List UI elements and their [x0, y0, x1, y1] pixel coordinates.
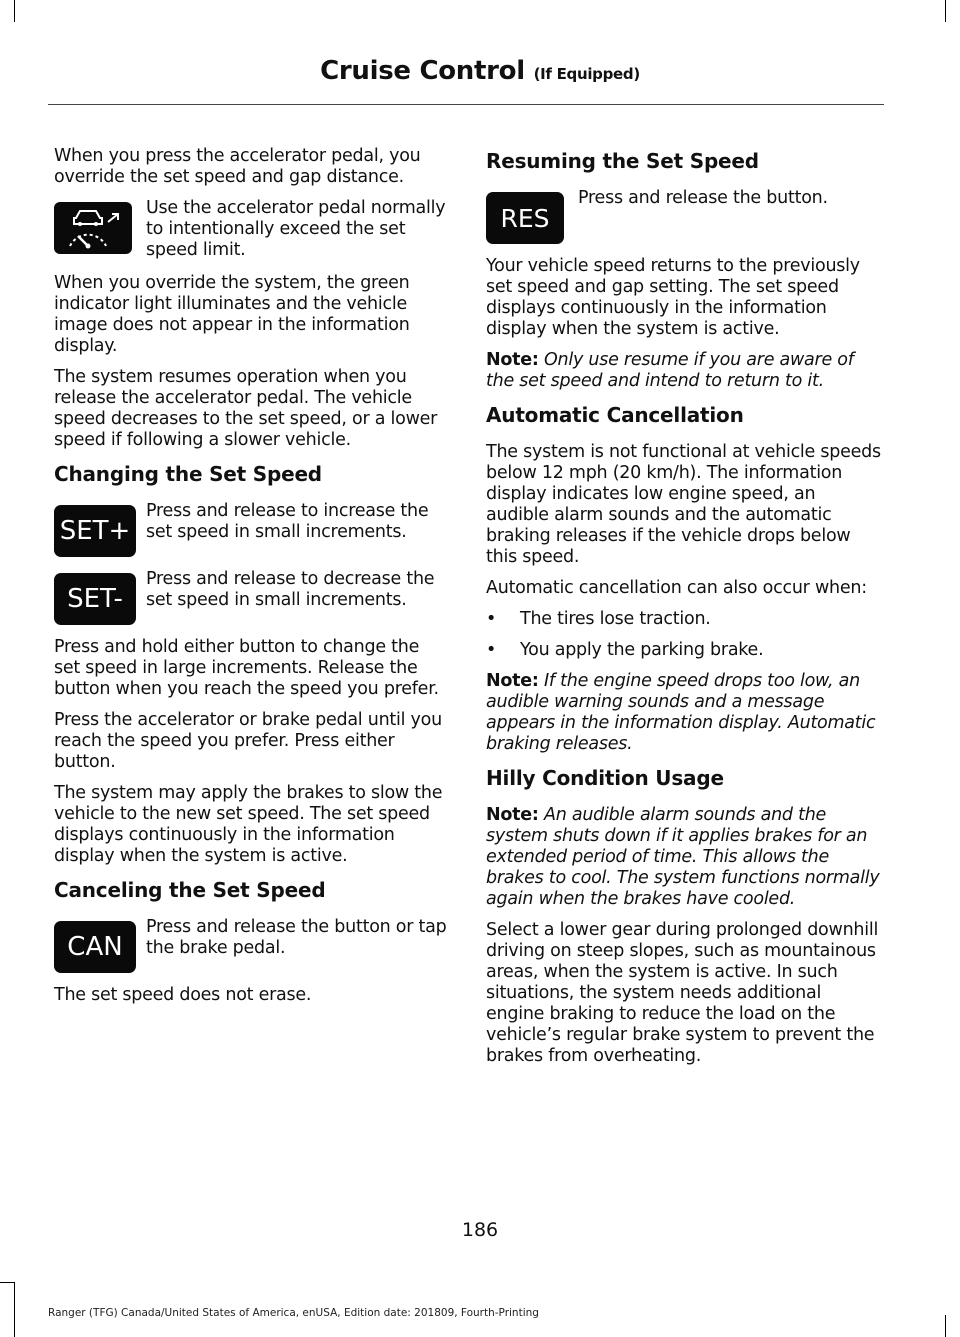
paragraph: Press the accelerator or brake pedal until you reach the speed you prefer. Press either button. — [54, 710, 442, 772]
note-label: Note: — [486, 805, 539, 825]
accelerator-override-icon — [54, 202, 136, 254]
note-text: If the engine speed drops too low, an audible warning sounds and a message appears in the information display. Automatic braking releases. — [486, 671, 876, 754]
right-column — [486, 146, 881, 1077]
page-header — [0, 56, 960, 86]
paragraph: The system is not functional at vehicle speeds below 12 mph (20 km/h). The information display indicates low engine speed, an audible alarm sounds and the automatic braking releases if the vehicle drops below this speed. — [486, 442, 881, 567]
accelerator-row — [54, 198, 449, 261]
paragraph: Automatic cancellation can also occur when: — [486, 578, 867, 598]
paragraph: When you override the system, the green indicator light illuminates and the vehicle image does not appear in the information display. — [54, 273, 410, 356]
cancel-text: Press and release the button or tap the brake pedal. — [146, 917, 447, 958]
crop-mark-top-left — [14, 0, 15, 22]
heading-changing-set-speed: Changing the Set Speed — [54, 462, 322, 486]
accelerator-text: Use the accelerator pedal normally to intentionally exceed the set speed limit. — [146, 198, 446, 260]
set-minus-row — [54, 569, 449, 625]
note — [486, 350, 881, 392]
paragraph: The system resumes operation when you release the accelerator pedal. The vehicle speed decreases to the set speed, or a lower speed if following a slower vehicle. — [54, 367, 438, 450]
paragraph: Your vehicle speed returns to the previously set speed and gap setting. The set speed displays continuously in the information display when the system is active. — [486, 256, 860, 339]
header-rule — [48, 104, 884, 105]
resume-icon: RES — [486, 192, 564, 244]
set-plus-row — [54, 501, 449, 557]
bullet-list — [486, 609, 881, 661]
paragraph: The set speed does not erase. — [54, 985, 312, 1005]
set-plus-icon-box — [54, 505, 136, 557]
paragraph: The system may apply the brakes to slow the vehicle to the new set speed. The set speed displays continuously in the information display when the system is active. — [54, 783, 443, 866]
header-subtitle: (If Equipped) — [533, 65, 640, 83]
list-item-text: The tires lose traction. — [520, 609, 711, 629]
note — [486, 805, 881, 910]
list-item — [486, 640, 881, 661]
note-text: An audible alarm sounds and the system shuts down if it applies brakes for an extended period of time. This allows the brakes to cool. The system functions normally again when the brakes have cooled. — [486, 805, 880, 909]
crop-mark-bottom-right — [945, 1315, 946, 1337]
set-minus-icon: SET- — [54, 573, 136, 625]
list-item — [486, 609, 881, 630]
crop-mark-bottom-left-h — [0, 1282, 14, 1283]
crop-mark-bottom-left — [14, 1282, 15, 1337]
header-title: Cruise Control — [320, 56, 525, 86]
set-minus-icon-box — [54, 573, 136, 625]
paragraph: Select a lower gear during prolonged downhill driving on steep slopes, such as mountainous areas, when the system is active. In such situations, the system needs additional engine braking to reduce the load on the vehicle’s regular brake system to prevent the brakes from overheating. — [486, 920, 879, 1066]
paragraph: When you press the accelerator pedal, you override the set speed and gap distance. — [54, 146, 421, 187]
set-plus-text: Press and release to increase the set speed in small increments. — [146, 501, 429, 542]
note-label: Note: — [486, 671, 539, 691]
resume-text: Press and release the button. — [578, 188, 828, 208]
footer-text: Ranger (TFG) Canada/United States of America, enUSA, Edition date: 201809, Fourth-Printing — [48, 1307, 539, 1319]
set-plus-icon: SET+ — [54, 505, 136, 557]
note-text: Only use resume if you are aware of the set speed and intend to return to it. — [486, 350, 854, 391]
bullet-icon: • — [486, 640, 497, 660]
cancel-icon: CAN — [54, 921, 136, 973]
set-minus-text: Press and release to decrease the set speed in small increments. — [146, 569, 435, 610]
heading-resuming-set-speed: Resuming the Set Speed — [486, 149, 759, 173]
heading-automatic-cancellation: Automatic Cancellation — [486, 403, 744, 427]
crop-mark-top-right — [945, 0, 946, 22]
cancel-row — [54, 917, 449, 973]
resume-row — [486, 188, 881, 244]
list-item-text: You apply the parking brake. — [520, 640, 764, 660]
heading-canceling-set-speed: Canceling the Set Speed — [54, 878, 326, 902]
page-number: 186 — [461, 1219, 499, 1241]
cancel-icon-box — [54, 921, 136, 973]
left-column — [54, 146, 449, 1016]
heading-hilly-condition-usage: Hilly Condition Usage — [486, 766, 724, 790]
note — [486, 671, 881, 755]
paragraph: Press and hold either button to change the set speed in large increments. Release the button when you reach the speed you prefer. — [54, 637, 439, 699]
resume-icon-box — [486, 192, 568, 244]
bullet-icon: • — [486, 609, 497, 629]
note-label: Note: — [486, 350, 539, 370]
